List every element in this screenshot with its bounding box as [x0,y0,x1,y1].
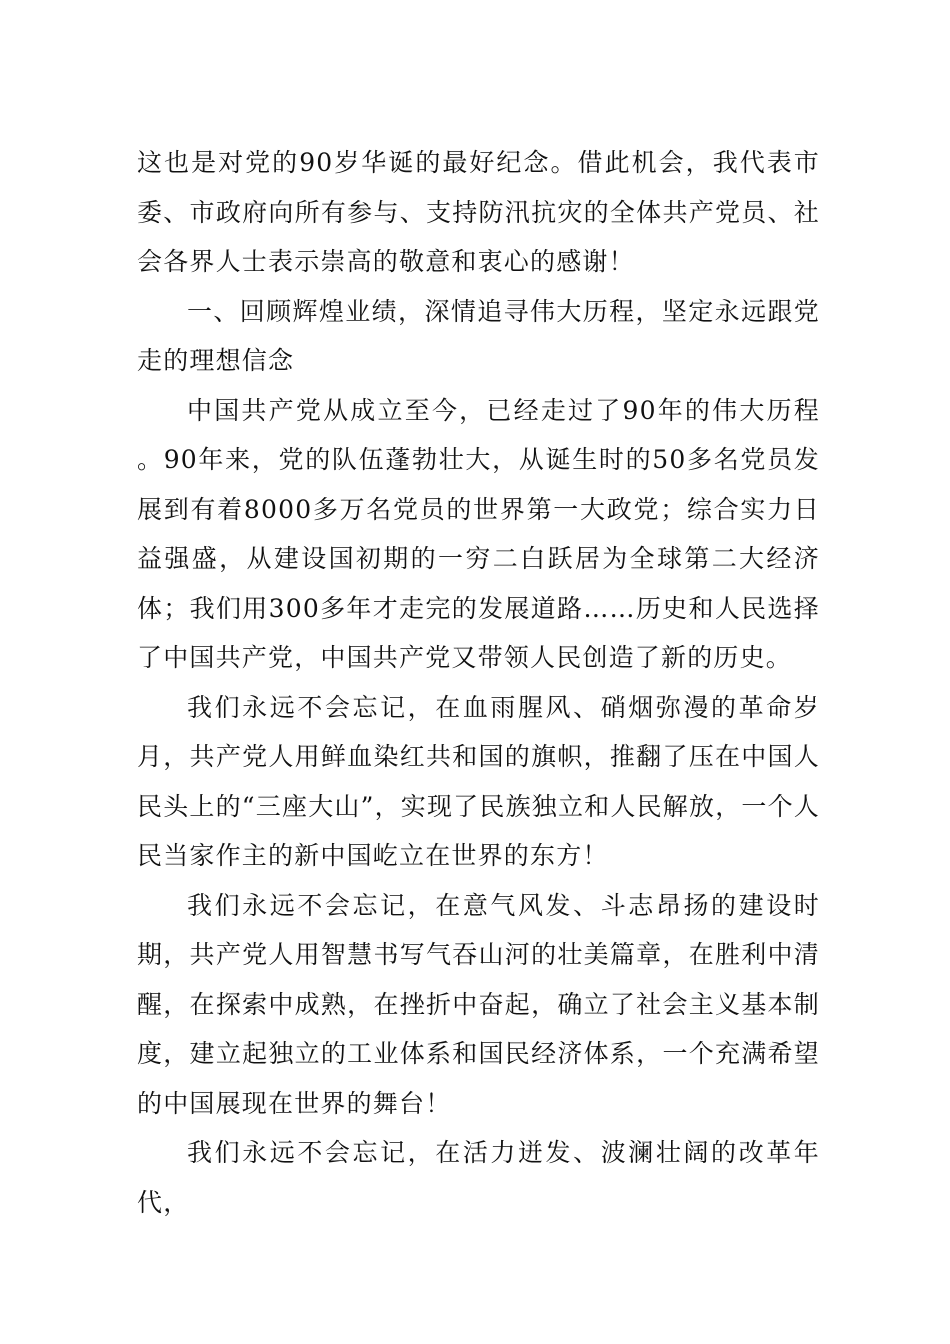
paragraph-construction: 我们永远不会忘记，在意气风发、斗志昂扬的建设时期，共产党人用智慧书写气吞山河的壮美篇章，在胜利中清醒，在探索中成熟，在挫折中奋起，确立了社会主义基本制度，建立起独立的工业体系和国民经济体系，一个充满希望的中国展现在世界的舞台！ [137,890,820,1118]
paragraph-reform: 我们永远不会忘记，在活力迸发、波澜壮阔的改革年代， [137,1138,820,1217]
paragraph-revolution: 我们永远不会忘记，在血雨腥风、硝烟弥漫的革命岁月，共产党人用鲜血染红共和国的旗帜，推翻了压在中国人民头上的“三座大山”，实现了民族独立和人民解放，一个人民当家作主的新中国屹立在世界的东方！ [137,692,820,870]
document-body [137,138,820,1227]
section-heading-1: 一、回顾辉煌业绩，深情追寻伟大历程，坚定永远跟党走的理想信念 [137,296,820,375]
paragraph-history: 中国共产党从成立至今，已经走过了90年的伟大历程 。90年来，党的队伍蓬勃壮大，从诞生时的50多名党员发展到有着8000多万名党员的世界第一大政党；综合实力日益强盛，从建设国初期的一穷二白跃居为全球第二大经济体；我们用300多年才走完的发展道路……历史和人民选择了中国共产党，中国共产党又带领人民创造了新的历史。 [137,395,820,672]
paragraph-closing-thanks: 这也是对党的90岁华诞的最好纪念。借此机会，我代表市委、市政府向所有参与、支持防汛抗灾的全体共产党员、社会各界人士表示崇高的敬意和衷心的感谢！ [137,148,820,276]
